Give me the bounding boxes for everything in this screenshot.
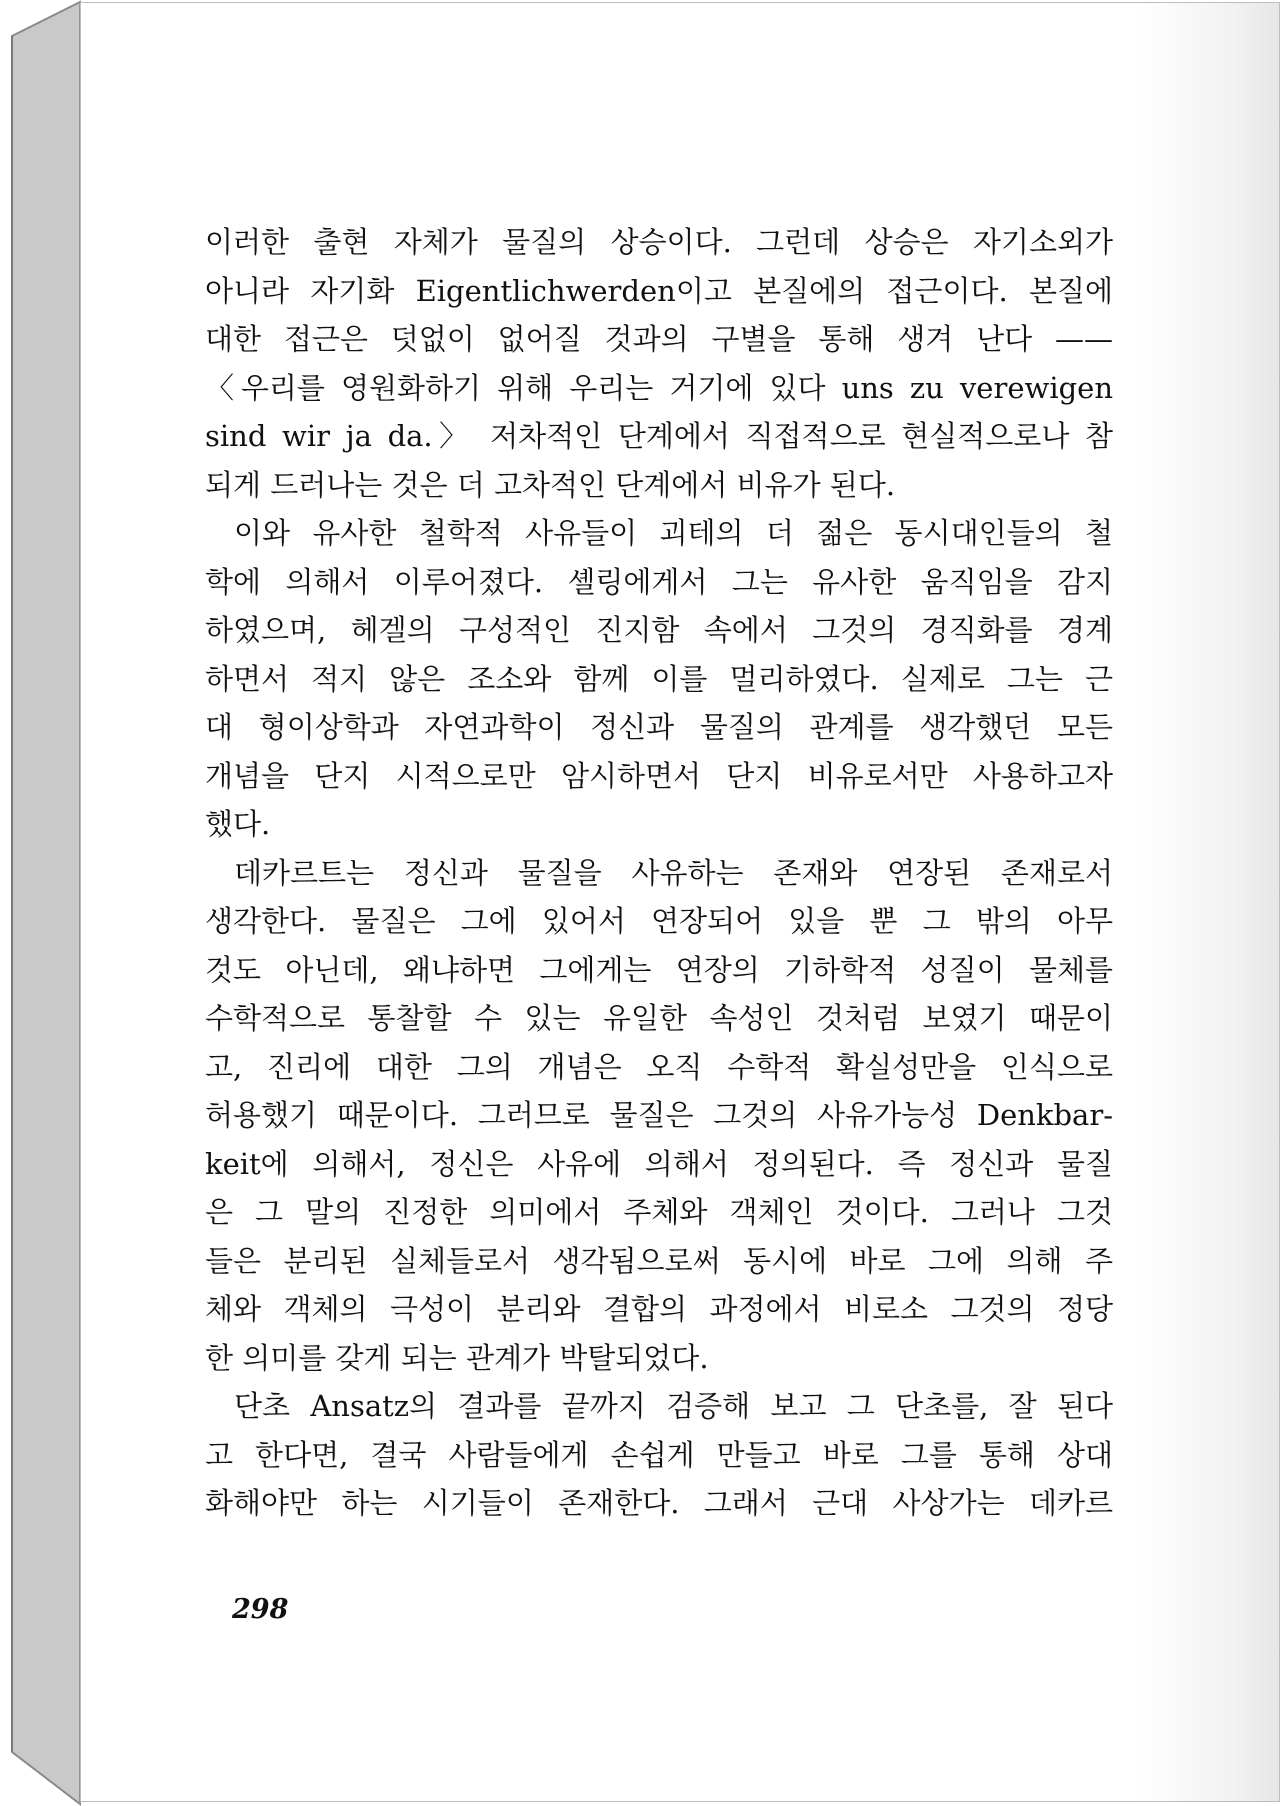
text-line: 되게 드러나는 것은 더 고차적인 단계에서 비유가 된다. <box>205 467 896 502</box>
body-text <box>205 218 1113 1528</box>
text-line: sind wir ja da.〉 저차적인 단계에서 직접적으로 현실적으로나 참 <box>205 419 1113 453</box>
text-line: 들은 분리된 실체들로서 생각됨으로써 동시에 바로 그에 의해 주 <box>205 1243 1113 1278</box>
text-line: 고, 진리에 대한 그의 개념은 오직 수학적 확실성만을 인식으로 <box>205 1049 1113 1084</box>
text-line: 한 의미를 갖게 되는 관계가 박탈되었다. <box>205 1340 709 1375</box>
text-line: 고 한다면, 결국 사람들에게 손쉽게 만들고 바로 그를 통해 상대 <box>205 1437 1113 1472</box>
text-line: 데카르트는 정신과 물질을 사유하는 존재와 연장된 존재로서 <box>234 855 1113 890</box>
text-line: 생각한다. 물질은 그에 있어서 연장되어 있을 뿐 그 밖의 아무 <box>205 904 1113 938</box>
text-line: 것도 아닌데, 왜냐하면 그에게는 연장의 기하학적 성질이 물체를 <box>205 952 1113 987</box>
text-line: 하였으며, 헤겔의 구성적인 진지함 속에서 그것의 경직화를 경계 <box>205 613 1113 647</box>
text-line: 화해야만 하는 시기들이 존재한다. 그래서 근대 사상가는 데카르 <box>205 1486 1113 1520</box>
text-line: 이와 유사한 철학적 사유들이 괴테의 더 젊은 동시대인들의 철 <box>234 516 1113 550</box>
text-line: keit에 의해서, 정신은 사유에 의해서 정의된다. 즉 정신과 물질 <box>205 1146 1113 1181</box>
text-line: 학에 의해서 이루어졌다. 셸링에게서 그는 유사한 움직임을 감지 <box>205 564 1113 599</box>
text-line: 허용했기 때문이다. 그러므로 물질은 그것의 사유가능성 Denkbar- <box>205 1098 1113 1132</box>
text-line: 수학적으로 통찰할 수 있는 유일한 속성인 것처럼 보였기 때문이 <box>205 1001 1113 1035</box>
text-line: 대한 접근은 덧없이 없어질 것과의 구별을 통해 생겨 난다 —— <box>205 322 1113 356</box>
text-line: 했다. <box>205 807 271 841</box>
text-line: 개념을 단지 시적으로만 암시하면서 단지 비유로서만 사용하고자 <box>205 758 1113 793</box>
text-line: 〈우리를 영원화하기 위해 우리는 거기에 있다 uns zu verewigen <box>205 370 1113 405</box>
text-line: 하면서 적지 않은 조소와 함께 이를 멀리하였다. 실제로 그는 근 <box>205 661 1113 696</box>
page-number: 298 <box>232 1594 289 1625</box>
text-line: 이러한 출현 자체가 물질의 상승이다. 그런데 상승은 자기소외가 <box>205 225 1113 259</box>
text-line: 아니라 자기화 Eigentlichwerden이고 본질에의 접근이다. 본질에 <box>205 273 1113 308</box>
text-line: 단초 Ansatz의 결과를 끝까지 검증해 보고 그 단초를, 잘 된다 <box>234 1389 1113 1423</box>
text-line: 대 형이상학과 자연과학이 정신과 물질의 관계를 생각했던 모든 <box>205 710 1113 744</box>
text-line: 체와 객체의 극성이 분리와 결합의 과정에서 비로소 그것의 정당 <box>205 1292 1113 1326</box>
text-line: 은 그 말의 진정한 의미에서 주체와 객체인 것이다. 그러나 그것 <box>205 1195 1113 1229</box>
